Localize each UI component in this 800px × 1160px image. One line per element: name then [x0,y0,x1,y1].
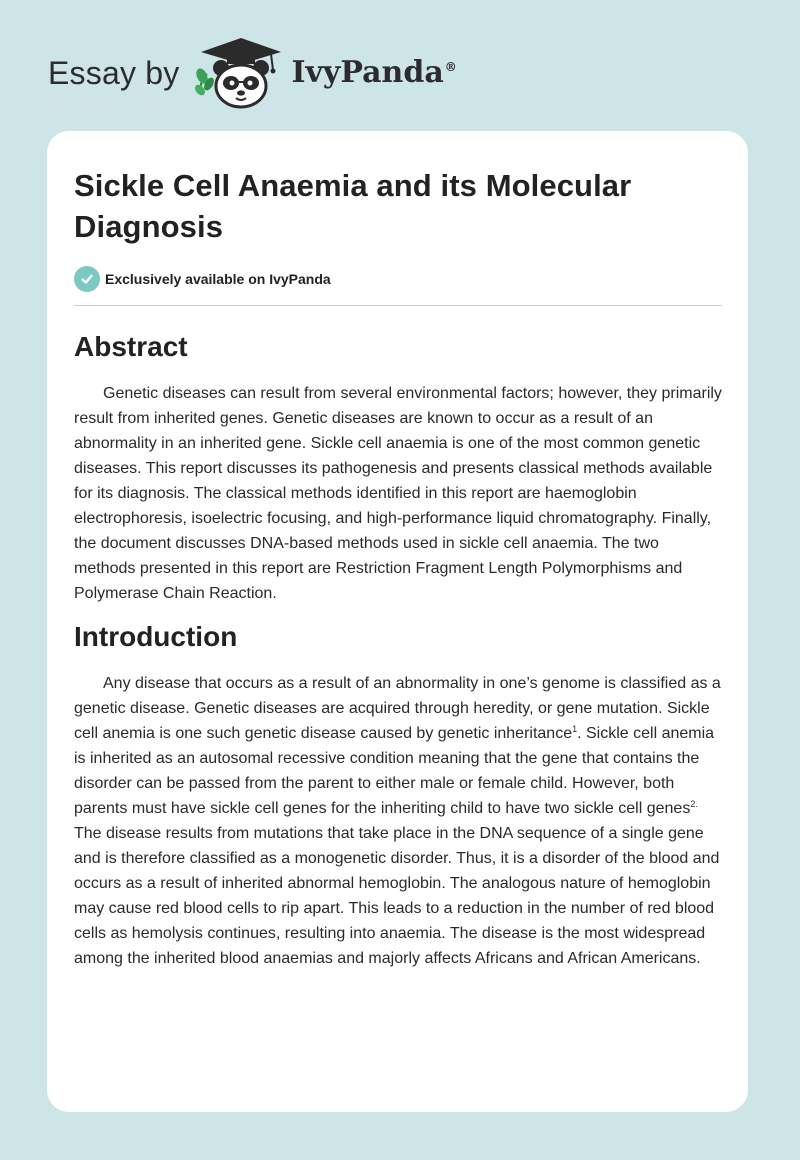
intro-text-part-1: Any disease that occurs as a result of an abnormality in one’s genome is classified as a genetic disease. Genetic diseases are acquired through heredity, or gene mutation. Sickle cell anemia is one such genetic disease caused by genetic inheritance [74,675,721,742]
panda-graduate-logo-icon[interactable] [193,36,285,110]
brand-name[interactable]: IvyPanda® [291,55,457,90]
check-circle-icon [74,266,100,292]
exclusive-badge-label: Exclusively available on IvyPanda [105,271,331,287]
footnote-ref-1[interactable]: 1 [572,724,578,734]
intro-text-part-2: . Sickle cell anemia is inherited as an autosomal recessive condition meaning that the gene that contains the disorder can be passed from the parent to either male or female child. However, both parents must have sickle cell genes for the inheriting child to have two sickle cell genes [74,725,715,817]
abstract-paragraph: Genetic diseases can result from several environmental factors; however, they primarily result from inherited genes. Genetic diseases are known to occur as a result of an abnormality in an inherited gene. Sickle cell anaemia is one of the most common genetic diseases. This report discusses its pathogenesis and presents classical methods available for its diagnosis. The classical methods identified in this report are haemoglobin electrophoresis, isoelectric focusing, and high-performance liquid chromatography. Finally, the document discusses DNA-based methods used in sickle cell anaemia. The two methods presented in this report are Restriction Fragment Length Polymorphisms and Polymerase Chain Reaction. [74,385,722,602]
exclusive-badge [74,266,722,306]
essay-by-label: Essay by [48,55,180,91]
footnote-ref-2[interactable]: 2. [690,799,698,809]
section-heading-abstract: Abstract [74,331,188,362]
intro-text-part-3: The disease results from mutations that take place in the DNA sequence of a single gene and is therefore classified as a monogenetic disorder. Thus, it is a disorder of the blood and occurs as a result of inherited abnormal hemoglobin. The analogous nature of hemoglobin may cause red blood cells to rip apart. This leads to a reduction in the number of red blood cells as hemolysis continues, resulting into anaemia. The disease is the most widespread among the inherited blood anaemias and majorly affects Africans and African Americans. [74,825,720,967]
article-title: Sickle Cell Anaemia and its Molecular Diagnosis [74,168,632,244]
section-heading-introduction: Introduction [74,621,238,652]
site-header [48,36,457,110]
registered-mark: ® [444,60,457,74]
introduction-paragraph [74,671,722,971]
article-card [47,131,748,1112]
